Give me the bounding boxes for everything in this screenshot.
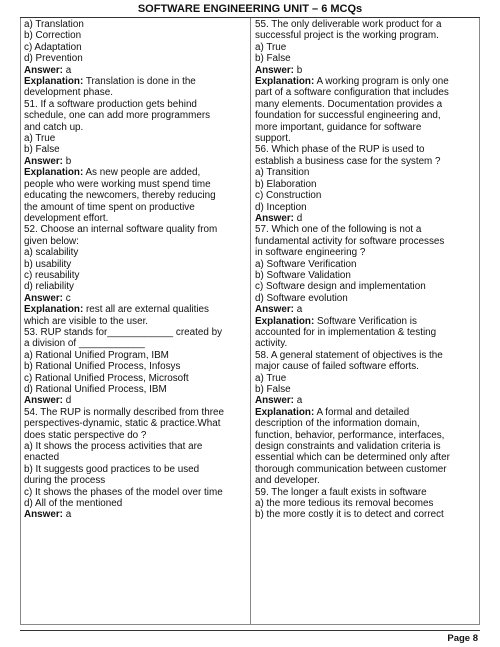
- option-line: d) All of the mentioned: [24, 498, 123, 510]
- answer-label: Answer:: [24, 395, 63, 407]
- option-line: a) It shows the process activities that are: [24, 441, 203, 453]
- option-line: c) Rational Unified Process, Microsoft: [24, 372, 189, 384]
- explanation-line: [24, 76, 248, 87]
- option-line: c) Adaptation: [24, 41, 82, 53]
- answer-value: a: [62, 509, 72, 521]
- option-line: a) Rational Unified Program, IBM: [24, 349, 169, 361]
- answer-line: [255, 65, 477, 76]
- question-line: fundamental activity for software processes: [255, 235, 445, 247]
- option-line: d) Inception: [255, 201, 307, 213]
- question-line: 53. RUP stands for____________ created by: [24, 326, 223, 338]
- answer-label: Answer:: [24, 292, 63, 304]
- question-line: establish a business case for the system ?: [255, 155, 441, 167]
- footer-rule: [20, 630, 480, 631]
- text-line: activity.: [255, 338, 288, 350]
- option-line: b) Software Validation: [255, 269, 351, 281]
- option-line: a) True: [255, 41, 287, 53]
- page-number: Page 8: [447, 633, 478, 644]
- option-line: b) False: [255, 384, 291, 395]
- option-line: d) Prevention: [24, 53, 83, 65]
- option-line: c) It shows the phases of the model over time: [24, 486, 223, 498]
- option-line: b) Elaboration: [255, 178, 317, 190]
- explanation-text: rest all are external qualities: [83, 304, 209, 316]
- text-line: description of the information domain,: [255, 418, 420, 430]
- answer-line: [24, 156, 248, 167]
- option-line: c) reusability: [24, 269, 80, 281]
- option-line: a) True: [24, 133, 56, 145]
- answer-value: b: [293, 64, 303, 76]
- answer-label: Answer:: [255, 212, 294, 224]
- answer-label: Answer:: [255, 64, 294, 76]
- question-line: schedule, one can add more programmers: [24, 110, 211, 122]
- explanation-text: Software Verification is: [314, 315, 417, 327]
- option-line: b) It suggests good practices to be used: [24, 463, 200, 475]
- text-line: foundation for successful engineering and,: [255, 110, 441, 122]
- text-line: which are visible to the user.: [24, 315, 149, 327]
- explanation-line: [255, 316, 477, 327]
- text-line: development phase.: [24, 87, 113, 99]
- option-line: d) Rational Unified Process, IBM: [24, 384, 167, 395]
- option-line: b) the more costly it is to detect and correct: [255, 509, 444, 521]
- answer-line: [24, 65, 248, 76]
- answer-line: [24, 395, 248, 406]
- text-line: accounted for in implementation & testing: [255, 326, 437, 338]
- answer-line: [255, 304, 477, 315]
- text-line: educating the newcomers, thereby reducing: [24, 190, 216, 202]
- text-line: many elements. Documentation provides a: [255, 98, 443, 110]
- text-line: more important, guidance for software: [255, 121, 422, 133]
- question-line: given below:: [24, 235, 79, 247]
- option-line: b) False: [255, 53, 291, 65]
- text-line: design constraints and validation criteria is: [255, 441, 441, 453]
- option-line: d) Software evolution: [255, 292, 348, 304]
- right-column: [255, 19, 477, 521]
- answer-value: d: [62, 395, 72, 407]
- text-line: the amount of time spent on productive: [24, 201, 195, 213]
- question-line: 51. If a software production gets behind: [24, 98, 197, 110]
- answer-label: Answer:: [24, 509, 63, 521]
- answer-label: Answer:: [255, 304, 294, 316]
- question-line: 52. Choose an internal software quality from: [24, 224, 218, 236]
- answer-label: Answer:: [255, 395, 294, 407]
- answer-value: a: [62, 64, 72, 76]
- text-line: development effort.: [24, 212, 109, 224]
- question-line: and catch up.: [24, 121, 84, 133]
- option-line: enacted: [24, 452, 60, 464]
- answer-line: [24, 509, 248, 520]
- answer-label: Answer:: [24, 64, 63, 76]
- text-line: people who were working must spend time: [24, 178, 211, 190]
- left-column: [24, 19, 248, 521]
- answer-value: b: [62, 155, 72, 167]
- explanation-text: Translation is done in the: [83, 76, 196, 88]
- text-line: and developer.: [255, 475, 320, 487]
- explanation-label: Explanation:: [255, 315, 315, 327]
- question-line: 56. Which phase of the RUP is used to: [255, 144, 425, 156]
- column-divider: [250, 18, 251, 624]
- question-line: does static perspective do ?: [24, 429, 147, 441]
- explanation-label: Explanation:: [24, 76, 84, 88]
- question-line: successful project is the working program.: [255, 30, 439, 42]
- answer-line: [24, 293, 248, 304]
- option-line: a) Transition: [255, 167, 310, 179]
- text-line: part of a software configuration that includes: [255, 87, 449, 99]
- option-line: c) Construction: [255, 190, 322, 202]
- option-line: a) Software Verification: [255, 258, 357, 270]
- question-line: 59. The longer a fault exists in software: [255, 486, 427, 498]
- answer-label: Answer:: [24, 155, 63, 167]
- explanation-line: [24, 167, 248, 178]
- text-line: essential which can be determined only after: [255, 452, 450, 464]
- explanation-text: As new people are added,: [83, 167, 201, 179]
- question-line: 54. The RUP is normally described from three: [24, 406, 224, 418]
- option-line: a) the more tedious its removal becomes: [255, 498, 434, 510]
- option-line: b) usability: [24, 258, 72, 270]
- question-line: major cause of failed software efforts.: [255, 361, 419, 373]
- explanation-line: [255, 407, 477, 418]
- answer-value: d: [293, 212, 303, 224]
- text-line: support.: [255, 133, 291, 145]
- option-line: c) Software design and implementation: [255, 281, 426, 293]
- option-line: during the process: [24, 475, 106, 487]
- text-line: thorough communication between customer: [255, 463, 447, 475]
- option-line: b) False: [24, 144, 60, 156]
- explanation-label: Explanation:: [255, 76, 315, 88]
- question-line: in software engineering ?: [255, 247, 366, 259]
- question-line: a division of ____________: [24, 338, 145, 350]
- question-line: 58. A general statement of objectives is the: [255, 349, 443, 361]
- option-line: a) Translation: [24, 19, 84, 30]
- explanation-line: [255, 76, 477, 87]
- option-line: b) Correction: [24, 30, 82, 42]
- answer-value: a: [293, 395, 303, 407]
- explanation-label: Explanation:: [255, 406, 315, 418]
- explanation-line: [24, 304, 248, 315]
- option-line: b) Rational Unified Process, Infosys: [24, 361, 181, 373]
- question-line: perspectives-dynamic, static & practice.What: [24, 418, 221, 430]
- answer-value: a: [293, 304, 303, 316]
- option-line: a) scalability: [24, 247, 79, 259]
- explanation-text: A working program is only one: [314, 76, 449, 88]
- answer-value: c: [62, 292, 71, 304]
- question-line: 55. The only deliverable work product for a: [255, 19, 442, 30]
- explanation-text: A formal and detailed: [314, 406, 410, 418]
- answer-line: [255, 213, 477, 224]
- question-line: 57. Which one of the following is not a: [255, 224, 422, 236]
- explanation-label: Explanation:: [24, 304, 84, 316]
- option-line: d) reliability: [24, 281, 74, 293]
- answer-line: [255, 395, 477, 406]
- option-line: a) True: [255, 372, 287, 384]
- page-header: SOFTWARE ENGINEERING UNIT – 6 MCQs: [137, 3, 363, 15]
- explanation-label: Explanation:: [24, 167, 84, 179]
- text-line: function, behavior, performance, interfaces,: [255, 429, 445, 441]
